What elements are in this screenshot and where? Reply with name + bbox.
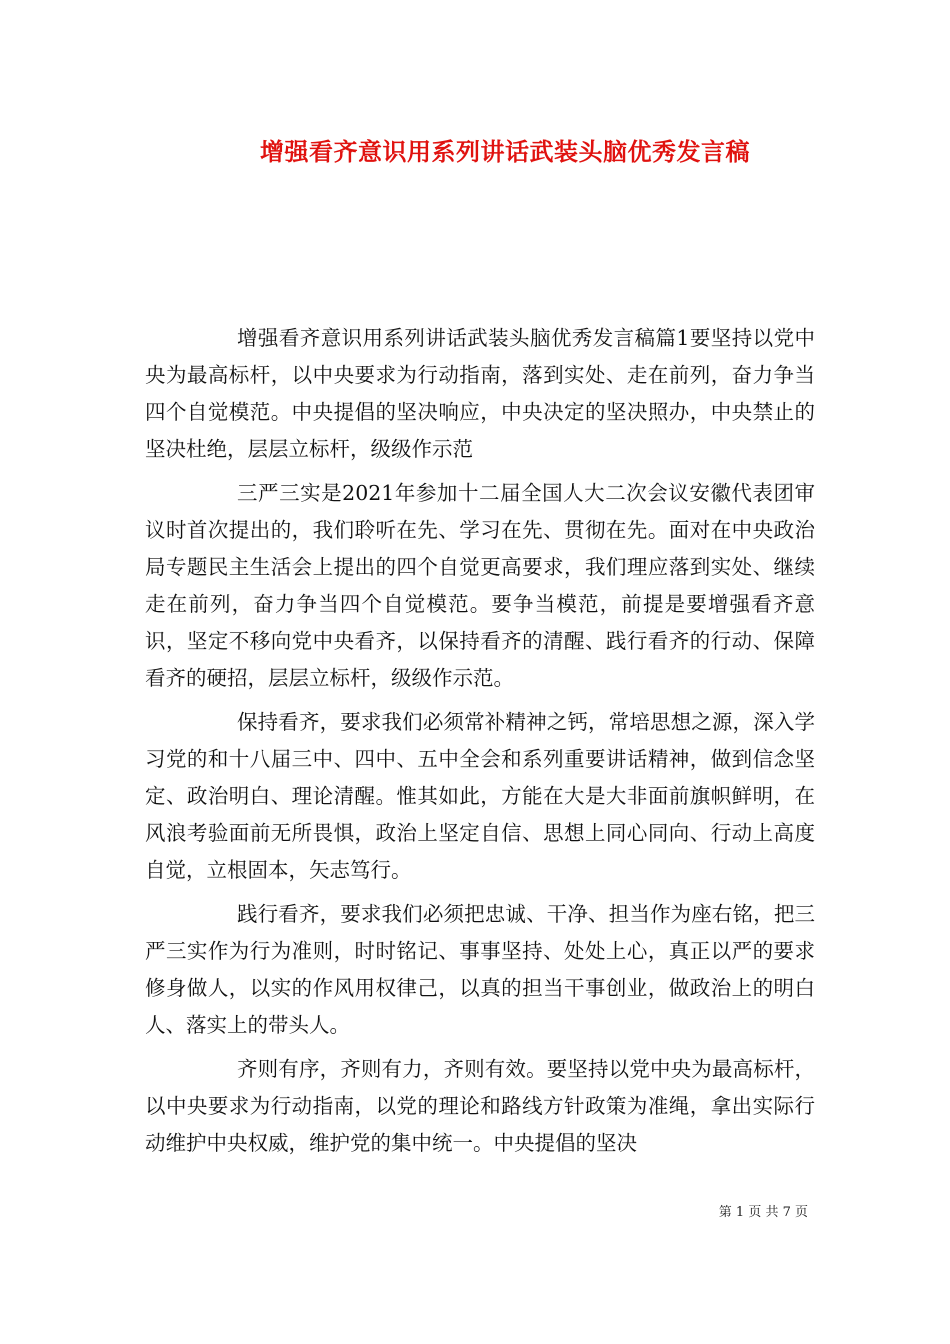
page-number-footer: 第 1 页 共 7 页 <box>718 1205 808 1220</box>
paragraph-3: 保持看齐，要求我们必须常补精神之钙，常培思想之源，深入学习党的和十八届三中、四中、五中全会和系列重要讲话精神，做到信念坚定、政治明白、理论清醒。惟其如此，方能在大是大非面前旗帜鲜明，在风浪考验面前无所畏惧，政治上坚定自信、思想上同心同向、行动上高度自觉，立根固本，矢志笃行。 <box>145 710 815 882</box>
paragraph-1: 增强看齐意识用系列讲话武装头脑优秀发言稿篇1要坚持以党中央为最高标杆，以中央要求为行动指南，落到实处、走在前列，奋力争当四个自觉模范。中央提倡的坚决响应，中央决定的坚决照办，中央禁止的坚决杜绝，层层立标杆，级级作示范 <box>145 326 815 461</box>
paragraph-5: 齐则有序，齐则有力，齐则有效。要坚持以党中央为最高标杆，以中央要求为行动指南，以党的理论和路线方针政策为准绳，拿出实际行动维护中央权威，维护党的集中统一。中央提倡的坚决 <box>145 1057 815 1155</box>
document-title: 增强看齐意识用系列讲话武装头脑优秀发言稿 <box>260 137 750 166</box>
document-body <box>145 320 815 1162</box>
paragraph-2: 三严三实是2021年参加十二届全国人大二次会议安徽代表团审议时首次提出的，我们聆听在先、学习在先、贯彻在先。面对在中央政治局专题民主生活会上提出的四个自觉更高要求，我们理应落到实处、继续走在前列，奋力争当四个自觉模范。要争当模范，前提是要增强看齐意识，坚定不移向党中央看齐，以保持看齐的清醒、践行看齐的行动、保障看齐的硬招，层层立标杆，级级作示范。 <box>145 481 815 690</box>
paragraph-4: 践行看齐，要求我们必须把忠诚、干净、担当作为座右铭，把三严三实作为行为准则，时时铭记、事事坚持、处处上心，真正以严的要求修身做人，以实的作风用权律己，以真的担当干事创业，做政治上的明白人、落实上的带头人。 <box>145 902 815 1037</box>
